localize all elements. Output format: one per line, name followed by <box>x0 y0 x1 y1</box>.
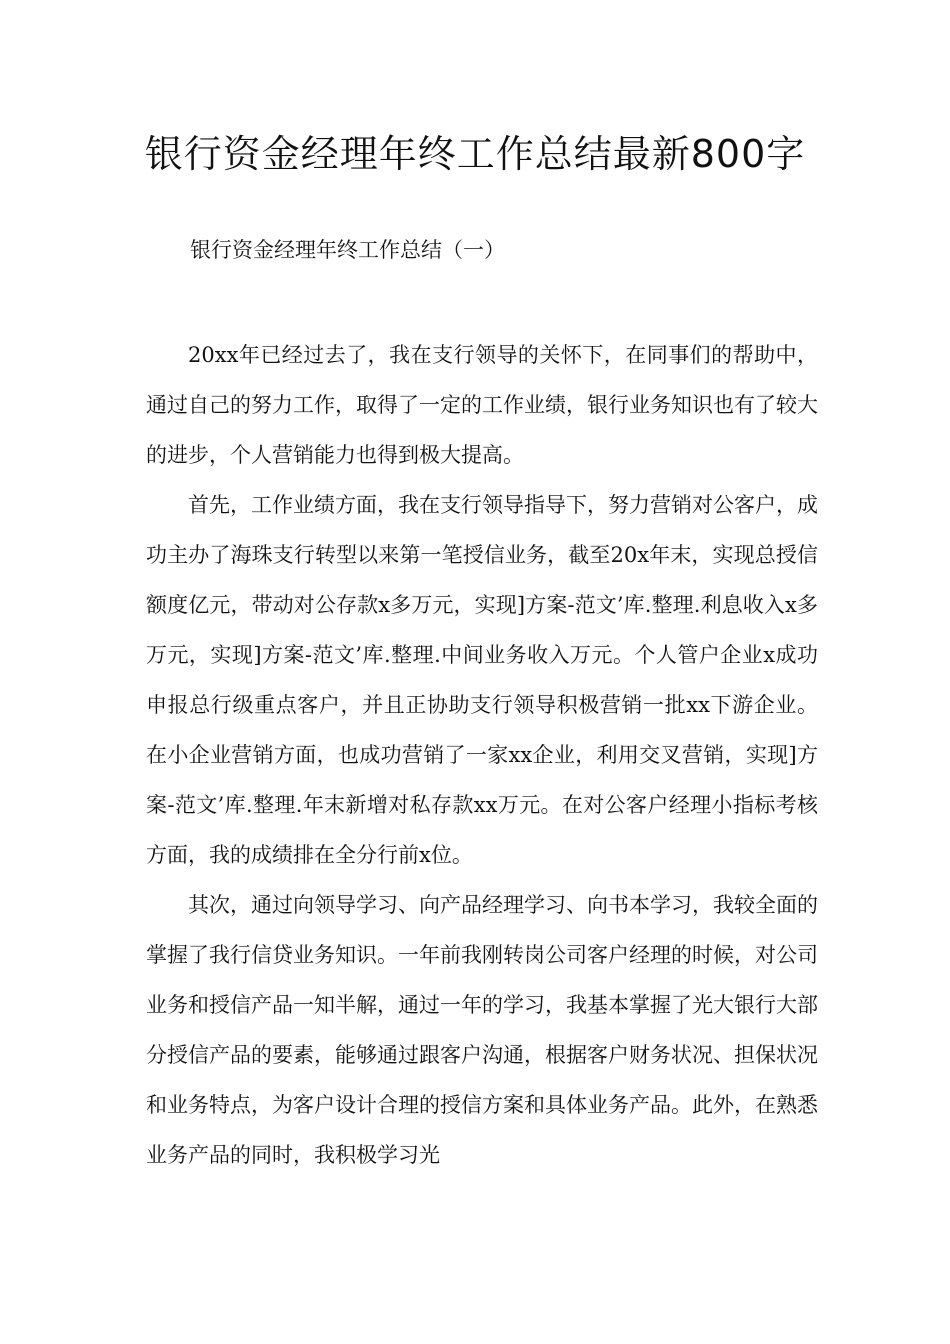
paragraph-intro: 20xx年已经过去了，我在支行领导的关怀下，在同事们的帮助中，通过自己的努力工作，取得了一定的工作业绩，银行业务知识也有了较大的进步，个人营销能力也得到极大提高。 <box>146 343 818 467</box>
document-title: 银行资金经理年终工作总结最新800字 <box>144 132 806 176</box>
paragraph-learning: 其次，通过向领导学习、向产品经理学习、向书本学习，我较全面的掌握了我行信贷业务知识。一年前我刚转岗公司客户经理的时候，对公司业务和授信产品一知半解，通过一年的学习，我基本掌握了光大银行大部分授信产品的要素，能够通过跟客户沟通，根据客户财务状况、担保状况和业务特点，为客户设计合理的授信方案和具体业务产品。此外，在熟悉业务产品的同时，我积极学习光 <box>146 893 818 1167</box>
paragraph-performance: 首先，工作业绩方面，我在支行领导指导下，努力营销对公客户，成功主办了海珠支行转型以来第一笔授信业务，截至20x年末，实现总授信额度亿元，带动对公存款x多万元，实现]方案-范文’库.整理.利息收入x多万元，实现]方案-范文’库.整理.中间业务收入万元。个人管户企业x成功申报总行级重点客户，并且正协助支行领导积极营销一批xx下游企业。在小企业营销方面，也成功营销了一家xx企业，利用交叉营销，实现]方案-范文’库.整理.年末新增对私存款xx万元。在对公客户经理小指标考核方面，我的成绩排在全分行前x位。 <box>146 493 818 867</box>
section-subtitle: 银行资金经理年终工作总结（一） <box>190 238 505 262</box>
document-body <box>146 330 818 1180</box>
